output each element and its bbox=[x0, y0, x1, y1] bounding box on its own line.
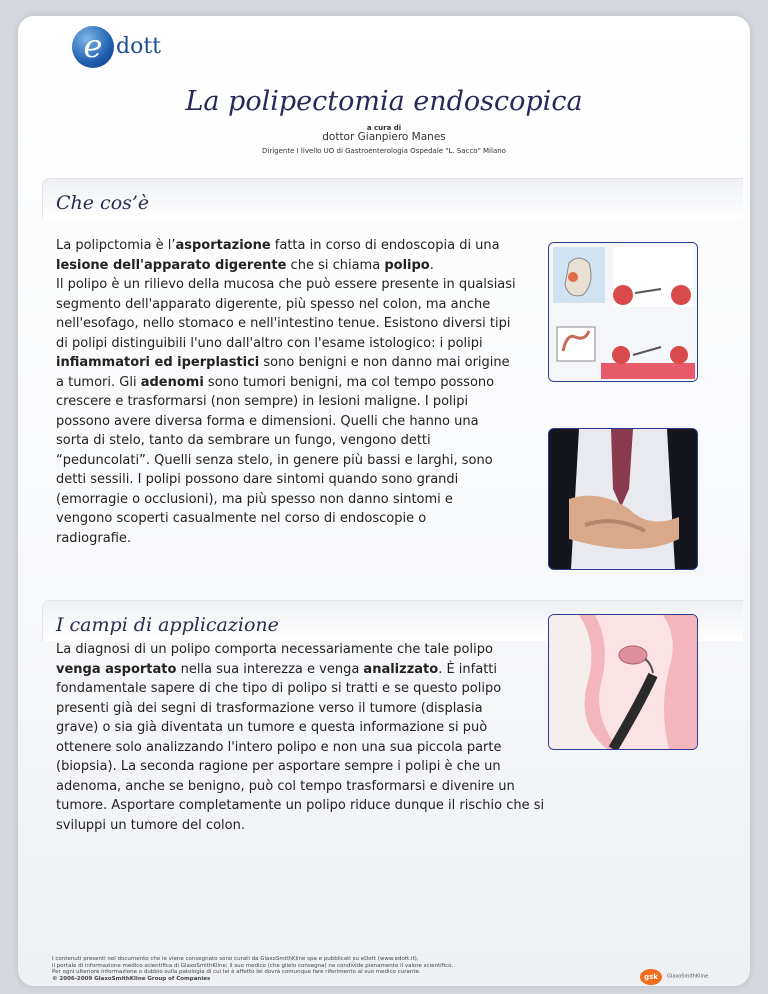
gsk-mark-icon: gsk bbox=[640, 969, 662, 985]
gsk-name: GlaxoSmithKline bbox=[667, 973, 709, 980]
logo-wordmark: dott bbox=[116, 34, 162, 59]
edott-logo[interactable] bbox=[72, 26, 192, 74]
logo-e-icon: e bbox=[72, 26, 114, 68]
author-role: Dirigente I livello UO di Gastroenterologia Ospedale "L. Sacco" Milano bbox=[262, 147, 506, 155]
section-body-campi-applicazione: La diagnosi di un polipo comporta necessariamente che tale polipo venga asportato nella sua interezza e venga analizzato. È infatti fondamentale sapere di che tipo di polipo si tratti e se questo polipo presenti già dei segni di trasformazione verso il tumore (displasia grave) o sia già diventata un tumore e questa informazione si può ottenere solo analizzando l'intero polipo e non una sua piccola parte (biopsia). La seconda ragione per asportare sempre i polipi è che un adenoma, anche se benigno, può col tempo trasformarsi e divenire un tumore. Asportare completamente un polipo riduce dunque il rischio che si sviluppi un tumore del colon. bbox=[56, 642, 545, 833]
section-body-che-cose: La polipctomia è l’asportazione fatta in corso di endoscopia di una lesione dell'apparato digerente che si chiama polipo. Il polipo è un rilievo della mucosa che può essere presente in qualsiasi segmento dell'apparato digerente, più spesso nel colon, ma anche nell'esofago, nello stomaco e nell'intestino tenue. Esistono diversi tipi di polipi distinguibili l'uno dall'altro con l'esame istologico: i polipi infiammatori ed iperplastici sono benigni e non danno mai origine a tumori. Gli adenomi sono tumori benigni, ma col tempo possono crescere e trasformarsi (non sempre) in lesioni maligne. I polipi possono avere diversa forma e dimensioni. Quelli che hanno una sorta di stelo, tanto da sembrare un fungo, vengono detti “peduncolati”. Quelli senza stelo, in genere più bassi e larghi, sono detti sessili. I polipi possono dare sintomi quando sono grandi (emorragie o occlusioni), ma più spesso non danno sintomi e vengono scoperti casualmente nel corso di endoscopie o radiografie. bbox=[56, 238, 516, 546]
section-title-che-cose: Che cos’è bbox=[56, 192, 150, 214]
abdominal-pain-photo bbox=[548, 428, 698, 570]
page-title: La polipectomia endoscopica bbox=[185, 86, 583, 117]
endoscope-polypectomy-image bbox=[548, 614, 698, 750]
footer-disclaimer: I contenuti presenti nel documento che le viene consegnato sono curati da GlaxoSmithKline spa e pubblicati su eDott (www.edott.it), il portale di informazione medico scientifica di GlaxoSmithKline; il suo medico (che glielo consegna) ne condivide pienamente il valore scientifico. Per ogni ulteriore informazione o dubbio sulla patologia di cui lei è affetto lei dovrà comunque fare riferimento al suo medico curante. © 2006-2009 GlaxoSmithKline Group of Companies bbox=[52, 956, 454, 982]
gsk-logo bbox=[640, 966, 708, 985]
author-name: dottor Gianpiero Manes bbox=[322, 131, 446, 143]
polyp-illustration-image bbox=[548, 242, 698, 382]
by-label: a cura di bbox=[366, 124, 402, 132]
section-title-campi-applicazione: I campi di applicazione bbox=[56, 614, 279, 636]
